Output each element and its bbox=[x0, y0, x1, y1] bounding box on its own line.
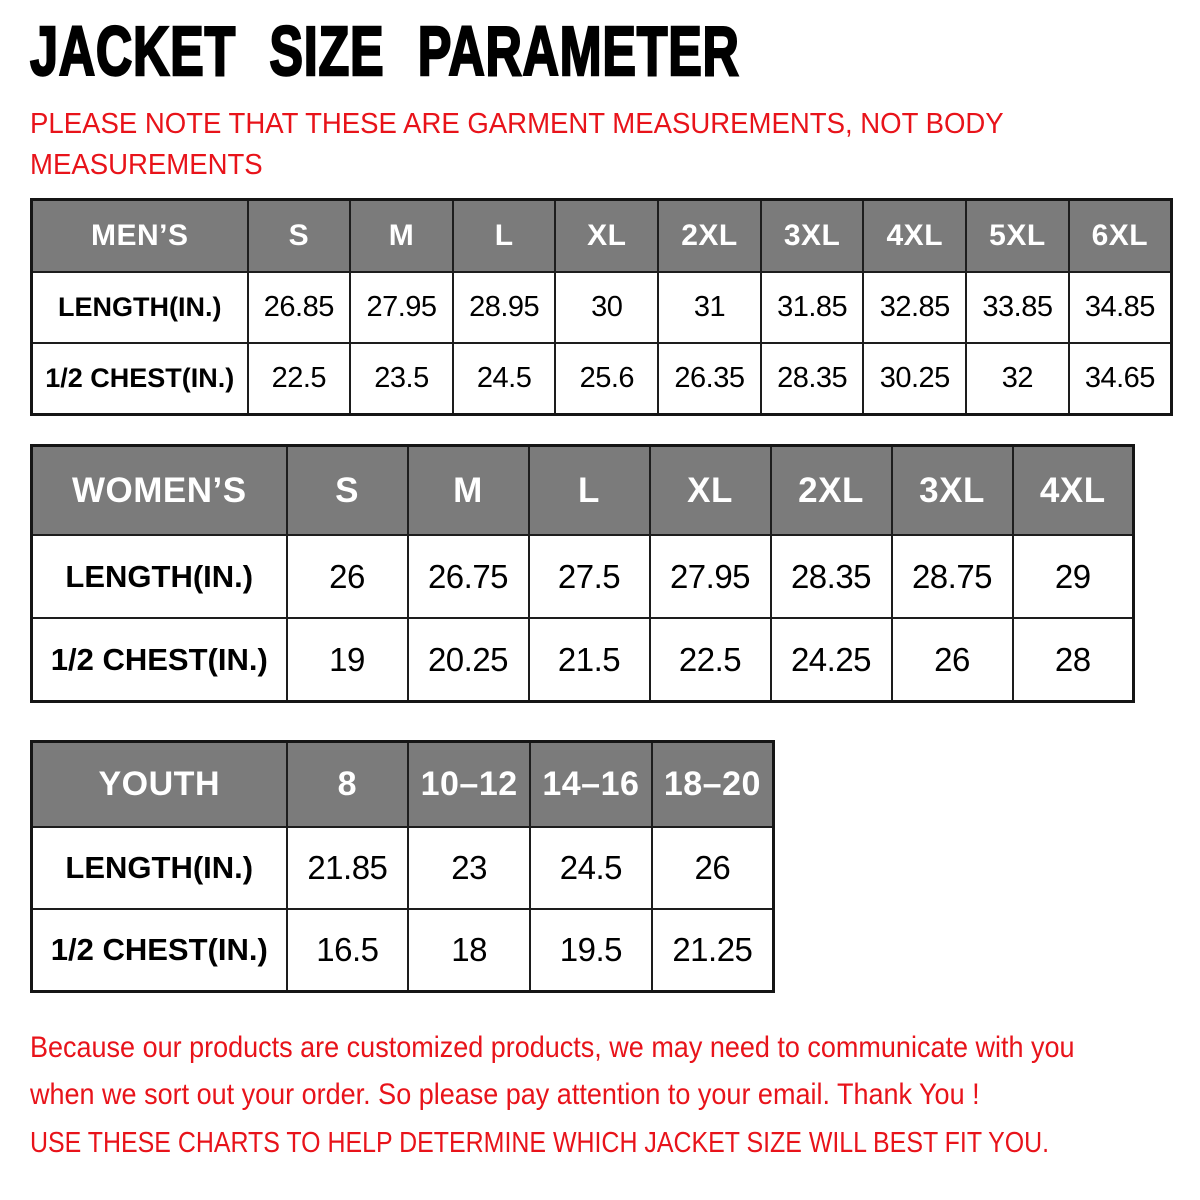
value-cell: 20.25 bbox=[408, 618, 529, 702]
mens-table-title: MEN’S bbox=[32, 200, 248, 273]
value-cell: 28.95 bbox=[453, 272, 556, 343]
size-col-header: 2XL bbox=[771, 446, 892, 536]
womens-header-row bbox=[32, 446, 1134, 536]
row-label: LENGTH(IN.) bbox=[32, 827, 287, 909]
value-cell: 29 bbox=[1013, 535, 1134, 618]
value-cell: 28 bbox=[1013, 618, 1134, 702]
size-col-header: XL bbox=[650, 446, 771, 536]
size-col-header: 14–16 bbox=[530, 742, 652, 828]
value-cell: 24.25 bbox=[771, 618, 892, 702]
value-cell: 26 bbox=[652, 827, 774, 909]
youth-size-table bbox=[30, 740, 775, 993]
row-label: 1/2 CHEST(IN.) bbox=[32, 909, 287, 992]
size-col-header: 5XL bbox=[966, 200, 1069, 273]
value-cell: 30.25 bbox=[863, 343, 966, 415]
value-cell: 21.25 bbox=[652, 909, 774, 992]
value-cell: 16.5 bbox=[287, 909, 409, 992]
value-cell: 30 bbox=[555, 272, 658, 343]
value-cell: 34.85 bbox=[1069, 272, 1172, 343]
size-col-header: 4XL bbox=[1013, 446, 1134, 536]
mens-size-table bbox=[30, 198, 1173, 416]
note-line-2: MEASUREMENTS bbox=[30, 149, 263, 181]
value-cell: 26.35 bbox=[658, 343, 761, 415]
value-cell: 22.5 bbox=[650, 618, 771, 702]
table-row bbox=[32, 909, 774, 992]
value-cell: 24.5 bbox=[530, 827, 652, 909]
row-label: 1/2 CHEST(IN.) bbox=[32, 618, 287, 702]
size-col-header: 3XL bbox=[892, 446, 1013, 536]
size-col-header: 18–20 bbox=[652, 742, 774, 828]
value-cell: 21.5 bbox=[529, 618, 650, 702]
value-cell: 27.95 bbox=[350, 272, 453, 343]
value-cell: 19.5 bbox=[530, 909, 652, 992]
row-label: LENGTH(IN.) bbox=[32, 535, 287, 618]
value-cell: 27.5 bbox=[529, 535, 650, 618]
value-cell: 26 bbox=[892, 618, 1013, 702]
value-cell: 31 bbox=[658, 272, 761, 343]
value-cell: 23.5 bbox=[350, 343, 453, 415]
size-col-header: S bbox=[287, 446, 408, 536]
value-cell: 21.85 bbox=[287, 827, 409, 909]
youth-header-row bbox=[32, 742, 774, 828]
size-col-header: L bbox=[529, 446, 650, 536]
size-col-header: 6XL bbox=[1069, 200, 1172, 273]
womens-size-table bbox=[30, 444, 1135, 703]
youth-table-title: YOUTH bbox=[32, 742, 287, 828]
row-label: LENGTH(IN.) bbox=[32, 272, 248, 343]
table-row bbox=[32, 618, 1134, 702]
page-title-text: JACKET SIZE PARAMETER bbox=[30, 12, 740, 90]
value-cell: 28.35 bbox=[761, 343, 864, 415]
row-label: 1/2 CHEST(IN.) bbox=[32, 343, 248, 415]
value-cell: 23 bbox=[408, 827, 530, 909]
value-cell: 24.5 bbox=[453, 343, 556, 415]
value-cell: 25.6 bbox=[555, 343, 658, 415]
value-cell: 19 bbox=[287, 618, 408, 702]
value-cell: 34.65 bbox=[1069, 343, 1172, 415]
value-cell: 32.85 bbox=[863, 272, 966, 343]
size-col-header: 10–12 bbox=[408, 742, 530, 828]
value-cell: 28.35 bbox=[771, 535, 892, 618]
value-cell: 18 bbox=[408, 909, 530, 992]
chart-usage-note bbox=[30, 1126, 1200, 1160]
garment-measurement-note bbox=[30, 104, 1055, 186]
value-cell: 33.85 bbox=[966, 272, 1069, 343]
value-cell: 28.75 bbox=[892, 535, 1013, 618]
size-col-header: S bbox=[248, 200, 351, 273]
table-row bbox=[32, 343, 1172, 415]
customization-notice bbox=[30, 1024, 1191, 1118]
value-cell: 27.95 bbox=[650, 535, 771, 618]
note-line-1: PLEASE NOTE THAT THESE ARE GARMENT MEASUREMENTS, NOT BODY bbox=[30, 108, 1004, 140]
womens-table-title: WOMEN’S bbox=[32, 446, 287, 536]
mens-header-row bbox=[32, 200, 1172, 273]
value-cell: 26 bbox=[287, 535, 408, 618]
value-cell: 32 bbox=[966, 343, 1069, 415]
table-row bbox=[32, 535, 1134, 618]
page-title bbox=[30, 14, 1016, 90]
footer-line-1: Because our products are customized products, we may need to communicate with you bbox=[30, 1031, 1075, 1064]
value-cell: 26.85 bbox=[248, 272, 351, 343]
size-col-header: M bbox=[350, 200, 453, 273]
value-cell: 31.85 bbox=[761, 272, 864, 343]
size-col-header: 2XL bbox=[658, 200, 761, 273]
size-col-header: M bbox=[408, 446, 529, 536]
footer-line-2: when we sort out your order. So please pay attention to your email. Thank You ! bbox=[30, 1078, 980, 1111]
size-col-header: XL bbox=[555, 200, 658, 273]
table-row bbox=[32, 272, 1172, 343]
size-col-header: 8 bbox=[287, 742, 409, 828]
table-row bbox=[32, 827, 774, 909]
size-col-header: L bbox=[453, 200, 556, 273]
footer-note-text: USE THESE CHARTS TO HELP DETERMINE WHICH JACKET SIZE WILL BEST FIT YOU. bbox=[30, 1127, 1050, 1159]
value-cell: 22.5 bbox=[248, 343, 351, 415]
value-cell: 26.75 bbox=[408, 535, 529, 618]
size-col-header: 3XL bbox=[761, 200, 864, 273]
size-col-header: 4XL bbox=[863, 200, 966, 273]
